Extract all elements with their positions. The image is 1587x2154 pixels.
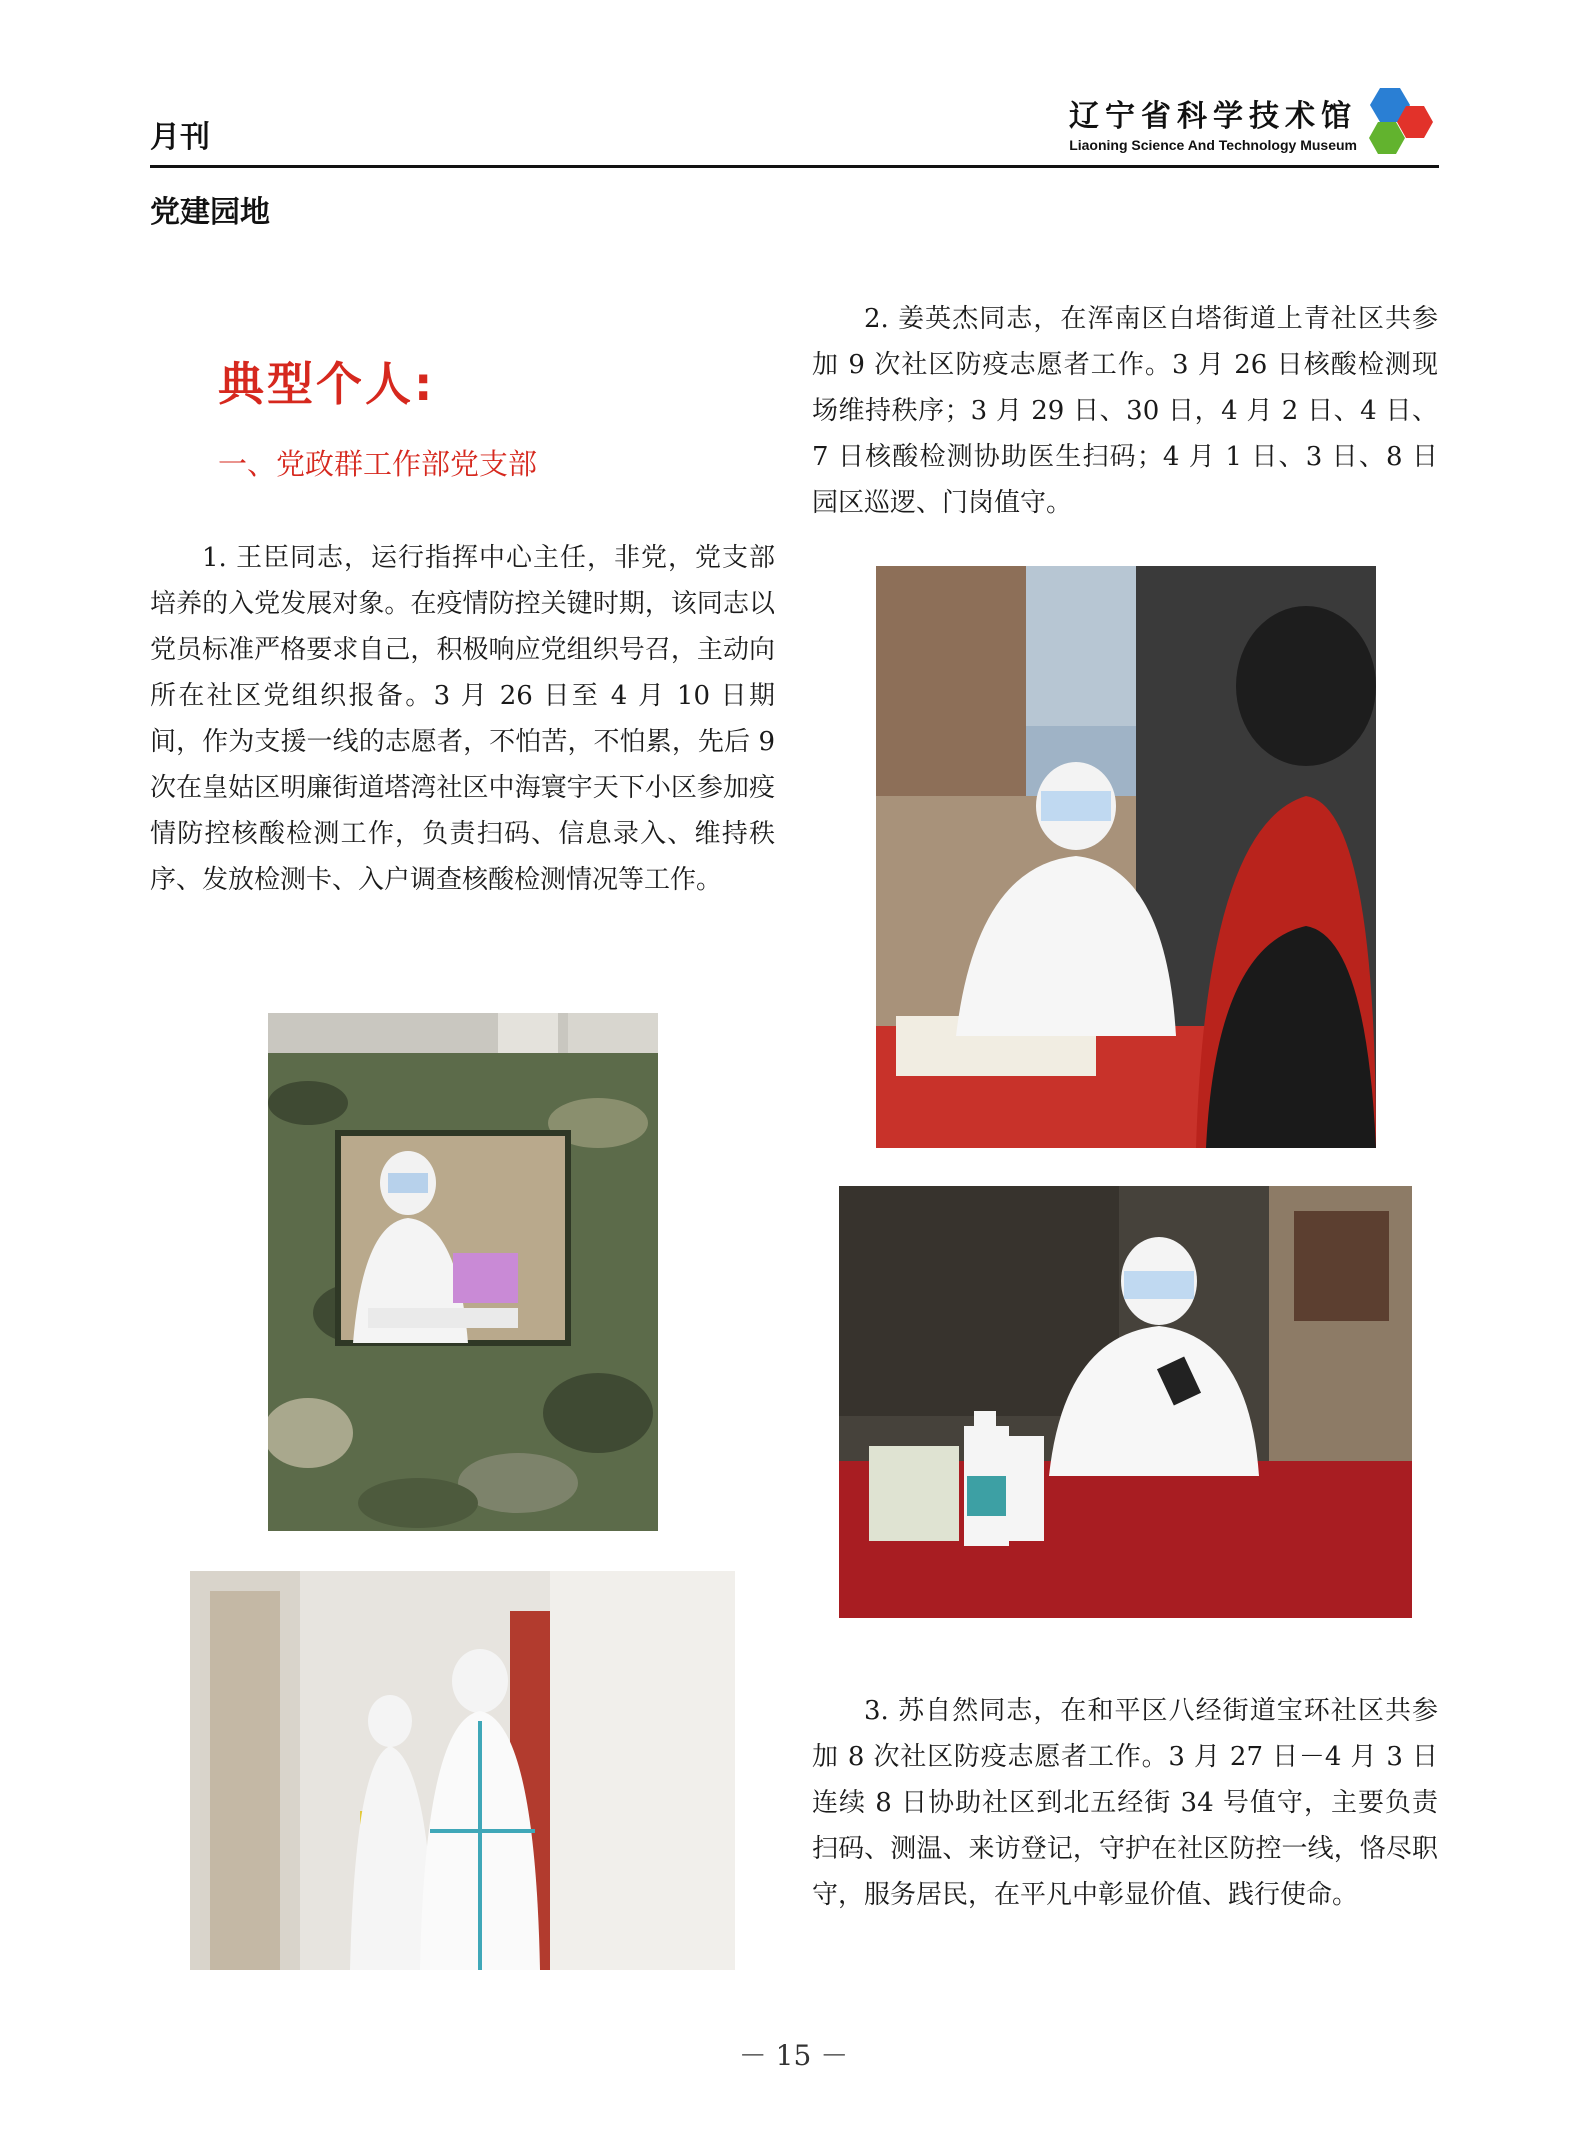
paragraph-wang-chen: 1. 王臣同志，运行指挥中心主任，非党，党支部培养的入党发展对象。在疫情防控关键时期，该同志以党员标准严格要求自己，积极响应党组织号召，主动向所在社区党组织报备。3 月 26 日至 4 月 10 日期间，作为支援一线的志愿者，不怕苦，不怕累，先后 9 次在皇姑区明廉街道塔湾社区中海寰宇天下小区参加疫情防控核酸检测工作，负责扫码、信息录入、维持秩序、发放检测卡、入户调查核酸检测情况等工作。: [150, 543, 775, 895]
article-title: 典型个人:: [218, 357, 436, 411]
museum-name-en: Liaoning Science And Technology Museum: [1069, 137, 1357, 153]
museum-logo-icon: [1358, 84, 1438, 160]
photo-corridor-home-visit: [190, 1571, 735, 1970]
header-divider: [150, 165, 1439, 168]
paragraph-jiang-yingjie: 2. 姜英杰同志，在浑南区白塔街道上青社区共参加 9 次社区防疫志愿者工作。3 月 26 日核酸检测现场维持秩序；3 月 29 日、30 日，4 月 2 日、4 日、7 日核酸检测协助医生扫码；4 月 1 日、3 日、8 日园区巡逻、门岗值守。: [812, 304, 1438, 518]
page-number: － 15 －: [738, 2039, 849, 2072]
journal-label: 月刊: [150, 120, 210, 155]
paragraph-su-ziran: 3. 苏自然同志，在和平区八经街道宝环社区共参加 8 次社区防疫志愿者工作。3 月 27 日－4 月 3 日连续 8 日协助社区到北五经街 34 号值守，主要负责扫码、测温、来访登记，守护在社区防控一线，恪尽职守，服务居民，在平凡中彰显价值、践行使命。: [812, 1696, 1438, 1910]
photo-tent-testing-booth: [268, 1013, 658, 1531]
museum-name-cn: 辽宁省科学技术馆: [1069, 99, 1357, 134]
museum-name: [1069, 100, 1357, 156]
photo-registration-desk: [839, 1186, 1412, 1618]
photo-scanning-code: [876, 566, 1376, 1148]
section-title: 党建园地: [150, 195, 270, 230]
article-subtitle: 一、党政群工作部党支部: [218, 447, 538, 481]
